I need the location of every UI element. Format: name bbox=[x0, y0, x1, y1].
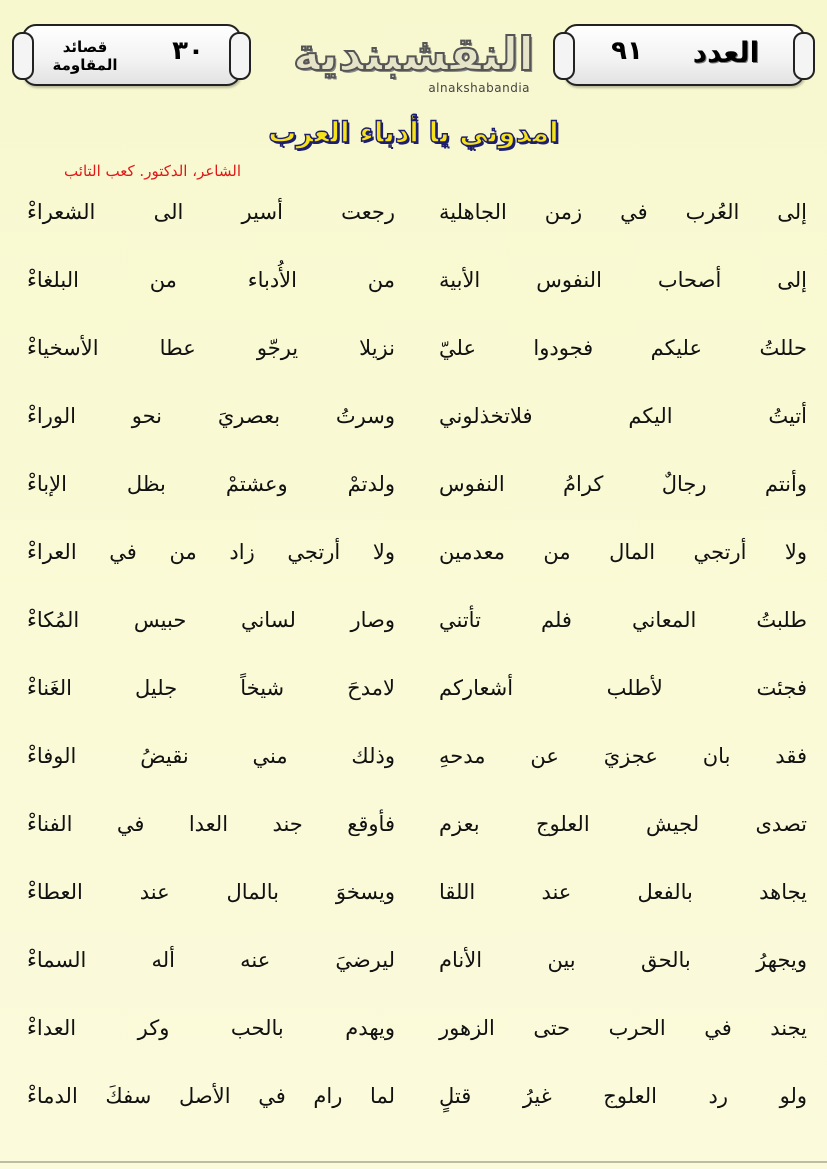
verse-row bbox=[0, 591, 827, 649]
section-title-line2: المقاومة bbox=[52, 56, 118, 74]
verse-row bbox=[0, 387, 827, 445]
verse-first-hemistich: طلبتُ المعاني فلم تأتني bbox=[439, 608, 807, 632]
verse-first-hemistich: وأنتم رجالٌ كرامُ النفوس bbox=[439, 472, 807, 496]
verse-second-hemistich: ولدتمْ وعشتمْ بظل الإباءْ bbox=[27, 472, 395, 496]
verse-row bbox=[0, 523, 827, 581]
logo-title: النقشبندية bbox=[292, 27, 534, 81]
verse-second-hemistich: لامدحَ شيخاً جليل الغَناءْ bbox=[27, 676, 395, 700]
verse-row bbox=[0, 999, 827, 1057]
verse-row bbox=[0, 931, 827, 989]
page-header bbox=[0, 0, 827, 110]
verse-second-hemistich: ولا أرتجي زاد من في العراءْ bbox=[27, 540, 395, 564]
verse-first-hemistich: فجئت لأطلب أشعاركم bbox=[439, 676, 807, 700]
verse-second-hemistich: لما رام في الأصل سفكَ الدماءْ bbox=[27, 1084, 395, 1108]
verse-row bbox=[0, 319, 827, 377]
verse-second-hemistich: فأوقع جند العدا في الفناءْ bbox=[27, 812, 395, 836]
verse-first-hemistich: ولا أرتجي المال من معدمين bbox=[439, 540, 807, 564]
magazine-logo bbox=[292, 24, 534, 95]
verse-second-hemistich: من الأُدباء من البلغاءْ bbox=[27, 268, 395, 292]
verse-row bbox=[0, 1067, 827, 1125]
verse-first-hemistich: فقد بان عجزيَ عن مدحهِ bbox=[439, 744, 807, 768]
verse-second-hemistich: ويسخوَ بالمال عند العطاءْ bbox=[27, 880, 395, 904]
verse-first-hemistich: أتيتُ اليكم فلاتخذلوني bbox=[439, 404, 807, 428]
section-title bbox=[40, 38, 130, 74]
verse-second-hemistich: ليرضيَ عنه أله السماءْ bbox=[27, 948, 395, 972]
verse-second-hemistich: رجعت أسير الى الشعراءْ bbox=[27, 200, 395, 224]
issue-number: ٩١ bbox=[611, 36, 643, 66]
verse-row bbox=[0, 727, 827, 785]
verse-first-hemistich: حللتُ عليكم فجودوا عليّ bbox=[439, 336, 807, 360]
verse-row bbox=[0, 659, 827, 717]
verse-first-hemistich: ولو رد العلوج غيرُ قتلٍ bbox=[439, 1084, 807, 1108]
verse-row bbox=[0, 251, 827, 309]
verse-first-hemistich: ويجهرُ بالحق بين الأنام bbox=[439, 948, 807, 972]
verse-second-hemistich: نزيلا يرجّو عطا الأسخياءْ bbox=[27, 336, 395, 360]
poem-title: امدوني يا أدباء العرب bbox=[268, 116, 559, 149]
verse-first-hemistich: يجاهد بالفعل عند اللقا bbox=[439, 880, 807, 904]
verse-second-hemistich: وسرتُ بعصريَ نحو الوراءْ bbox=[27, 404, 395, 428]
verse-first-hemistich: يجند في الحرب حتى الزهور bbox=[439, 1016, 807, 1040]
poem-author: الشاعر، الدكتور. كعب التائب bbox=[64, 162, 241, 180]
verse-row bbox=[0, 863, 827, 921]
verse-second-hemistich: وصار لساني حبيس المُكاءْ bbox=[27, 608, 395, 632]
page-number: ٣٠ bbox=[172, 36, 204, 66]
verse-second-hemistich: ويهدم بالحب وكر العداءْ bbox=[27, 1016, 395, 1040]
verse-first-hemistich: تصدى لجيش العلوج بعزم bbox=[439, 812, 807, 836]
verse-row bbox=[0, 795, 827, 853]
verse-row bbox=[0, 183, 827, 241]
bottom-divider bbox=[0, 1161, 827, 1163]
verse-row bbox=[0, 455, 827, 513]
verse-second-hemistich: وذلك مني نقيضُ الوفاءْ bbox=[27, 744, 395, 768]
issue-label: العدد bbox=[692, 36, 760, 69]
verse-first-hemistich: إلى العُرب في زمن الجاهلية bbox=[439, 200, 807, 224]
verse-first-hemistich: إلى أصحاب النفوس الأبية bbox=[439, 268, 807, 292]
logo-latin: alnakshabandia bbox=[428, 81, 530, 95]
section-title-line1: قصائد bbox=[62, 38, 108, 56]
